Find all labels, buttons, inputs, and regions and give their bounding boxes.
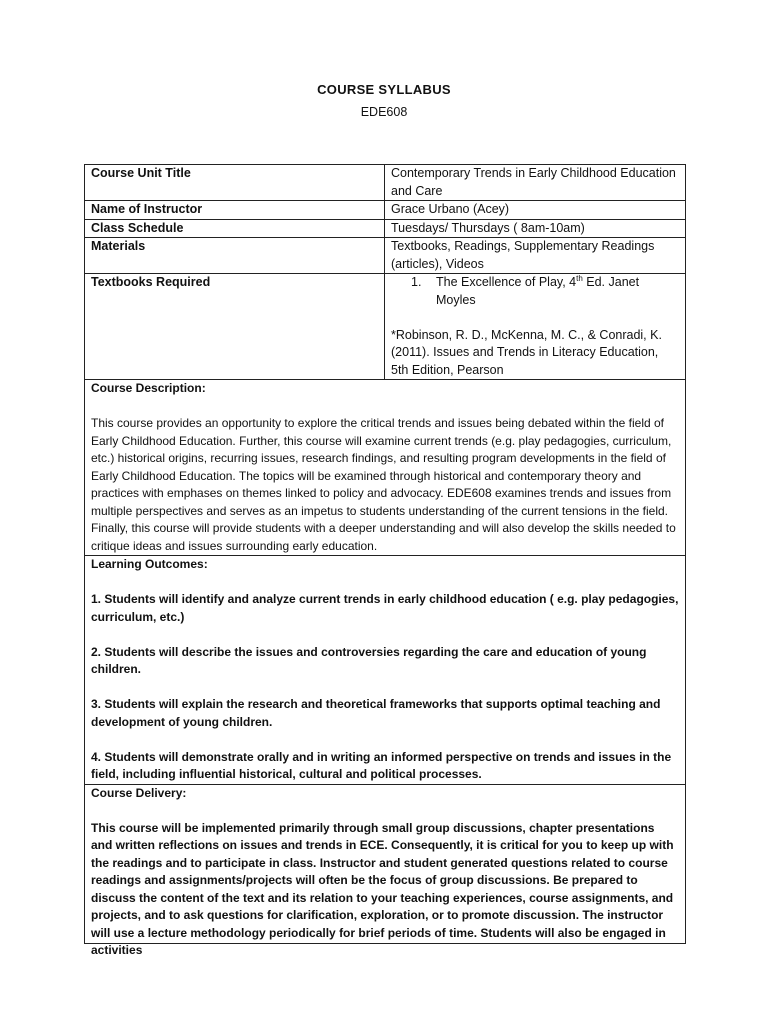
- course-description-cell: [85, 380, 686, 556]
- course-description-label: Course Description:: [91, 381, 206, 395]
- table-row: [85, 219, 686, 238]
- schedule-value: Tuesdays/ Thursdays ( 8am-10am): [385, 219, 686, 238]
- instructor-label: Name of Instructor: [85, 201, 385, 220]
- schedule-label: Class Schedule: [85, 219, 385, 238]
- table-row: [85, 165, 686, 201]
- textbook-item-2: *Robinson, R. D., McKenna, M. C., & Conradi, K. (2011). Issues and Trends in Literacy Education, 5th Edition, Pearson: [391, 327, 662, 377]
- instructor-value: Grace Urbano (Acey): [385, 201, 686, 220]
- course-delivery-cell: [85, 784, 686, 957]
- learning-outcomes-label: Learning Outcomes:: [91, 557, 208, 571]
- page-title: COURSE SYLLABUS: [317, 82, 451, 97]
- textbook-item-1: [391, 274, 679, 309]
- materials-value: Textbooks, Readings, Supplementary Readings (articles), Videos: [385, 238, 686, 274]
- syllabus-table: [84, 164, 686, 957]
- learning-outcome-item: 4. Students will demonstrate orally and in writing an informed perspective on trends and issues in the field, including influential historical, cultural and political processes.: [91, 749, 672, 781]
- course-unit-title-value: Contemporary Trends in Early Childhood Education and Care: [385, 165, 686, 201]
- course-delivery-text: This course will be implemented primarily through small group discussions, chapter presentations and written reflections on issues and trends in ECE. Consequently, it is critical for you to keep up with the readings and to participate in class. Instructor and student generated questions related to course readings and assignments/projects will often be the focus of group discussions. Be prepared to discuss the content of the text and its relation to your teaching experiences, course assignments, and projects, and to ask questions for clarification, exploration, or to promote discussion. The instructor will use a lecture methodology periodically for brief periods of time. Students will also be engaged in activities: [91, 820, 674, 957]
- table-row: [85, 274, 686, 380]
- textbook-item-text: The Excellence of Play, 4th Ed. Janet Moyles: [436, 273, 640, 307]
- materials-label: Materials: [85, 238, 385, 274]
- learning-outcome-item: 3. Students will explain the research and theoretical frameworks that supports optimal teaching and development of young children.: [91, 697, 661, 729]
- learning-outcome-item: 1. Students will identify and analyze current trends in early childhood education ( e.g. play pedagogies, curriculum, etc.): [91, 592, 679, 624]
- learning-outcomes-cell: [85, 556, 686, 785]
- table-row: [85, 238, 686, 274]
- learning-outcome-item: 2. Students will describe the issues and controversies regarding the care and education of young children.: [91, 644, 647, 676]
- course-unit-title-label: Course Unit Title: [85, 165, 385, 201]
- table-row: [85, 784, 686, 943]
- table-row: [85, 556, 686, 785]
- table-row: [85, 380, 686, 556]
- course-description-text: This course provides an opportunity to explore the critical trends and issues being debated within the field of Early Childhood Education. Further, this course will examine current trends (e.g. play pedagogies, curriculum, etc.) historical origins, recurring issues, research findings, and resulting program developments in the field of Early Childhood Education. The topics will be examined through historical and contemporary theory and practices with emphases on themes linked to policy and advocacy. EDE608 examines trends and issues from multiple perspectives and serves as an impetus to students understanding of the current tensions in the field. Finally, this course will provide students with a deeper understanding and will also develop the skills needed to critique ideas and issues surrounding early education.: [91, 416, 676, 553]
- textbook-item-number: 1.: [411, 275, 422, 289]
- table-row: [85, 201, 686, 220]
- course-code: EDE608: [360, 105, 408, 119]
- textbooks-label: Textbooks Required: [85, 274, 385, 380]
- course-delivery-label: Course Delivery:: [91, 785, 187, 800]
- textbooks-value: [385, 274, 686, 380]
